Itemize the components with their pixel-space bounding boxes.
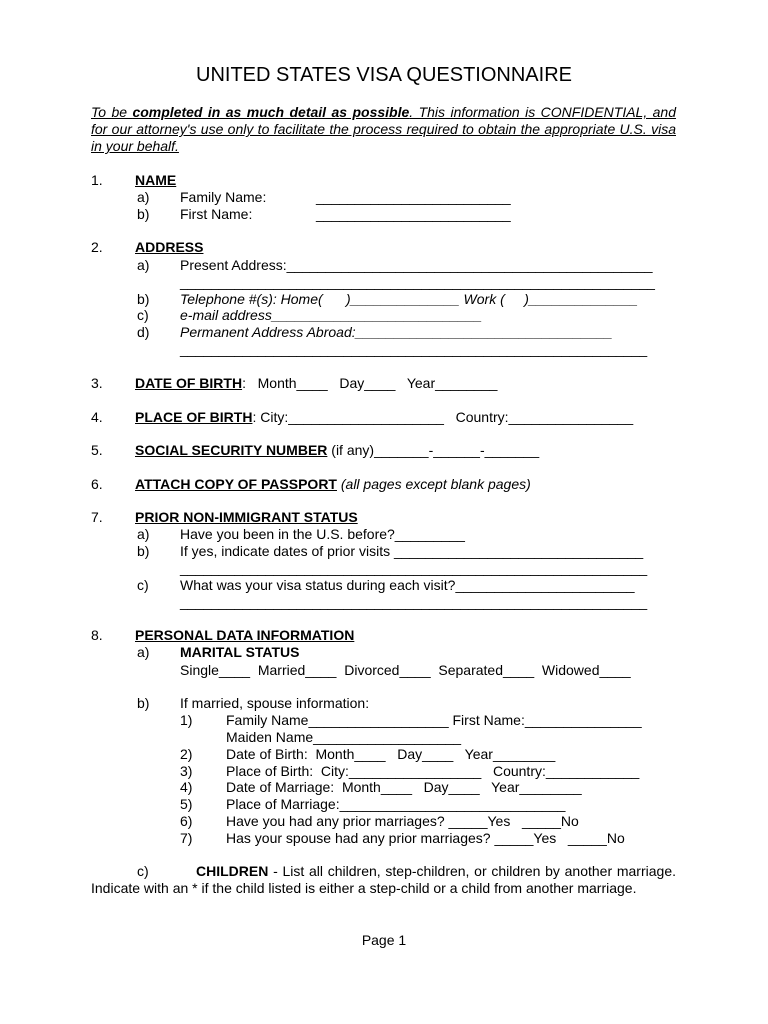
email-field[interactable]: e-mail address___________________________ <box>180 307 483 323</box>
children-instructions: - List all children, step-children, or children by another marriage. Indicate with an * if the child listed is either a step-child or a child from another marriage. <box>91 863 676 896</box>
family-name-label: Family Name: <box>180 189 267 205</box>
spouse-info-label: If married, spouse information: <box>180 695 370 711</box>
present-address-continuation[interactable]: _____________________________________________________________ <box>180 274 655 290</box>
date-of-marriage-fields[interactable]: Date of Marriage: Month____ Day____ Year________ <box>226 779 582 795</box>
telephone-field[interactable]: Telephone #(s): Home( )______________ Work ( )______________ <box>180 291 638 307</box>
document-title: UNITED STATES VISA QUESTIONNAIRE <box>196 64 572 86</box>
section-4-line <box>135 409 633 426</box>
children-paragraph <box>91 863 676 897</box>
section-2-heading: ADDRESS <box>135 239 204 255</box>
spouse-prior-marriages-field[interactable]: Has your spouse had any prior marriages? _____Yes _____No <box>226 830 625 846</box>
intro-paragraph <box>91 104 676 155</box>
ssn-field[interactable]: (if any)_______-______-_______ <box>327 442 540 458</box>
permanent-address-field[interactable]: Permanent Address Abroad:_________________________________ <box>180 324 613 340</box>
prior-visit-dates-continuation[interactable]: ____________________________________________________________ <box>180 560 648 576</box>
item-label: a) <box>137 189 150 205</box>
passport-note: (all pages except blank pages) <box>336 476 531 492</box>
prior-visit-dates-field[interactable]: If yes, indicate dates of prior visits ________________________________ <box>180 543 644 559</box>
intro-bold: completed in as much detail as possible <box>132 104 410 120</box>
section-5-line <box>135 442 539 459</box>
section-1-heading: NAME <box>135 172 177 188</box>
item-label: a) <box>137 526 150 542</box>
section-6-number: 6. <box>91 476 103 492</box>
item-label: b) <box>137 291 150 307</box>
visa-status-continuation[interactable]: ____________________________________________________________ <box>180 594 648 610</box>
item-label: b) <box>137 206 150 222</box>
spouse-item-number: 2) <box>180 746 193 762</box>
intro-post: . This information is CONFIDENTIAL, and for our attorney's use only to facilitate the process required to obtain the appropriate U.S. visa in your behalf. <box>91 104 677 154</box>
marital-status-heading: MARITAL STATUS <box>180 644 300 660</box>
marital-status-options[interactable]: Single____ Married____ Divorced____ Separated____ Widowed____ <box>180 662 631 678</box>
section-3-heading: DATE OF BIRTH <box>135 375 243 391</box>
family-name-field[interactable]: _________________________ <box>316 189 511 205</box>
section-4-number: 4. <box>91 409 103 425</box>
spouse-maiden-name-field[interactable]: Maiden Name___________________ <box>226 729 462 745</box>
first-name-label: First Name: <box>180 206 253 222</box>
place-of-birth-fields[interactable]: : City:____________________ Country:________________ <box>252 409 634 425</box>
spouse-place-of-birth-fields[interactable]: Place of Birth: City:_________________ Country:____________ <box>226 763 640 779</box>
visa-status-field[interactable]: What was your visa status during each visit?_______________________ <box>180 577 635 593</box>
permanent-address-continuation[interactable]: ____________________________________________________________ <box>180 341 648 357</box>
section-6-heading: ATTACH COPY OF PASSPORT <box>135 476 337 492</box>
item-label: c) <box>137 577 149 593</box>
spouse-item-number: 3) <box>180 763 193 779</box>
item-label: a) <box>137 257 150 273</box>
children-heading: CHILDREN <box>196 863 269 879</box>
section-8-number: 8. <box>91 627 103 643</box>
spouse-date-of-birth-fields[interactable]: Date of Birth: Month____ Day____ Year________ <box>226 746 556 762</box>
date-of-birth-fields[interactable]: : Month____ Day____ Year________ <box>242 375 498 391</box>
spouse-item-number: 4) <box>180 779 193 795</box>
section-5-number: 5. <box>91 442 103 458</box>
item-label: b) <box>137 695 150 711</box>
spouse-name-fields[interactable]: Family Name__________________ First Name:_______________ <box>226 712 642 728</box>
spouse-item-number: 6) <box>180 813 193 829</box>
item-label: c) <box>137 307 149 323</box>
spouse-item-number: 5) <box>180 796 193 812</box>
intro-pre: To be <box>91 104 133 120</box>
section-5-heading: SOCIAL SECURITY NUMBER <box>135 442 328 458</box>
section-1-number: 1. <box>91 172 103 188</box>
been-in-us-field[interactable]: Have you been in the U.S. before?_________ <box>180 526 465 542</box>
item-label: d) <box>137 324 150 340</box>
item-label: a) <box>137 644 150 660</box>
section-4-heading: PLACE OF BIRTH <box>135 409 253 425</box>
prior-marriages-field[interactable]: Have you had any prior marriages? _____Yes _____No <box>226 813 579 829</box>
spouse-item-number: 7) <box>180 830 193 846</box>
section-7-heading: PRIOR NON-IMMIGRANT STATUS <box>135 509 358 525</box>
spouse-item-number: 1) <box>180 712 193 728</box>
place-of-marriage-field[interactable]: Place of Marriage:_____________________________ <box>226 796 566 812</box>
section-2-number: 2. <box>91 239 103 255</box>
section-8-heading: PERSONAL DATA INFORMATION <box>135 627 355 643</box>
section-6-line <box>135 476 531 493</box>
section-7-number: 7. <box>91 509 103 525</box>
first-name-field[interactable]: _________________________ <box>316 206 511 222</box>
section-3-number: 3. <box>91 375 103 391</box>
present-address-field[interactable]: Present Address:_______________________________________________ <box>180 257 653 273</box>
item-label: b) <box>137 543 150 559</box>
section-3-line <box>135 375 497 392</box>
page-number: Page 1 <box>361 932 407 948</box>
children-label: c) <box>137 863 149 879</box>
